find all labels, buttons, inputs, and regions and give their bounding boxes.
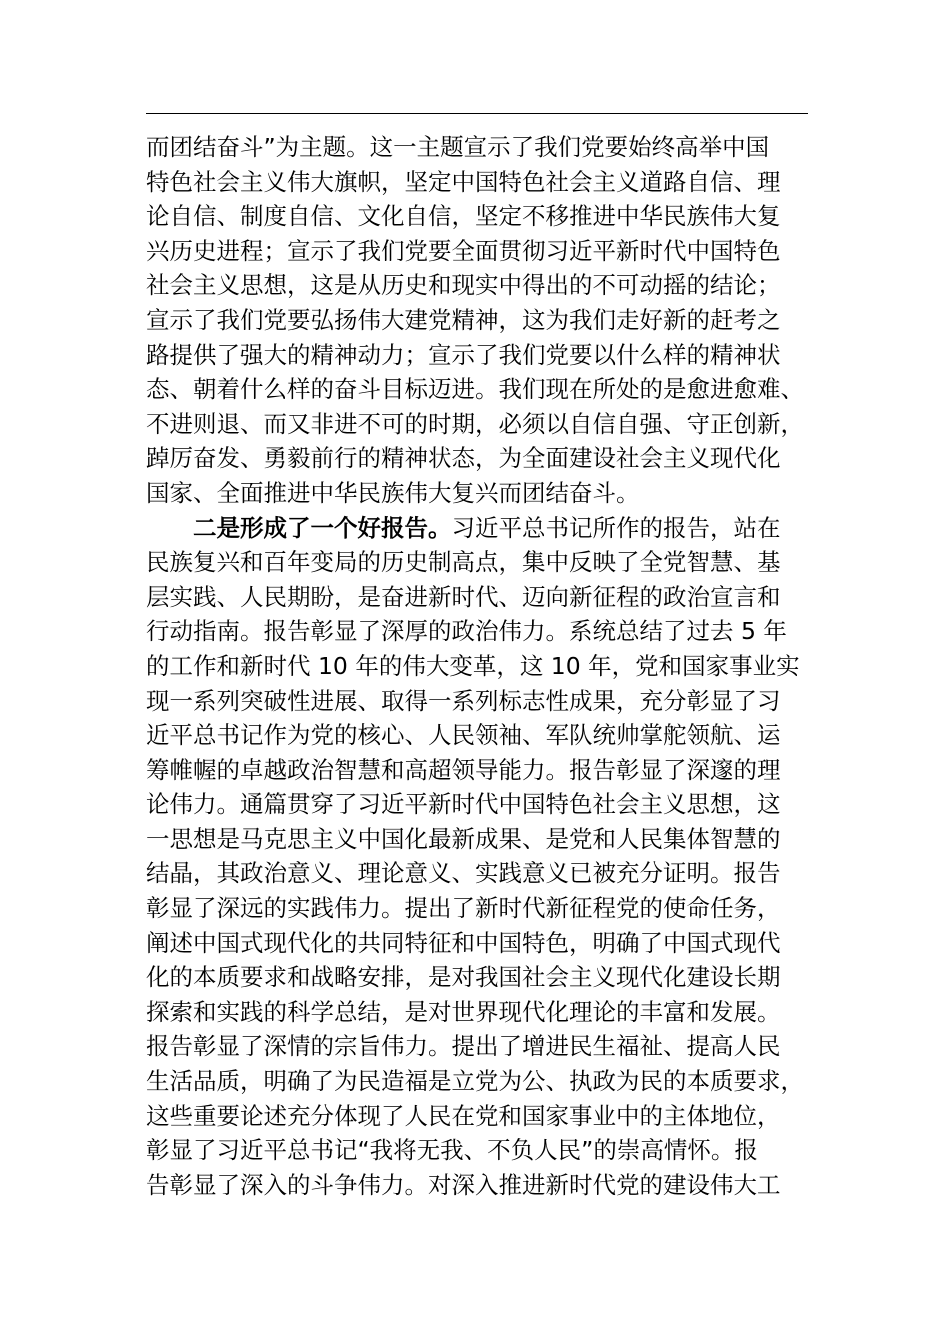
text-line: 态、朝着什么样的奋斗目标迈进。我们现在所处的是愈进愈难、 — [146, 375, 804, 404]
document-body — [146, 130, 816, 1202]
text-line: 化的本质要求和战略安排，是对我国社会主义现代化建设长期 — [146, 963, 781, 992]
paragraph-2 — [146, 511, 816, 1203]
text-line: 行动指南。报告彰显了深厚的政治伟力。系统总结了过去 5 年 — [146, 617, 787, 646]
paragraph-2-first-line — [146, 511, 816, 546]
text-line: 近平总书记作为党的核心、人民领袖、军队统帅掌舵领航、运 — [146, 721, 781, 750]
text-line: 民族复兴和百年变局的历史制高点，集中反映了全党智慧、基 — [146, 548, 781, 577]
text-line: 彰显了习近平总书记“我将无我、不负人民”的崇高情怀。报 — [146, 1136, 758, 1165]
text-line: 而团结奋斗”为主题。这一主题宣示了我们党要始终高举中国 — [146, 133, 770, 161]
header-rule — [146, 113, 808, 114]
text-line: 社会主义思想，这是从历史和现实中得出的不可动摇的结论； — [146, 271, 781, 300]
text-line: 国家、全面推进中华民族伟大复兴而团结奋斗。 — [146, 478, 640, 507]
text-line: 现一系列突破性进展、取得一系列标志性成果，充分彰显了习 — [146, 686, 781, 715]
text-line: 彰显了深远的实践伟力。提出了新时代新征程党的使命任务， — [146, 894, 781, 923]
text-line: 生活品质，明确了为民造福是立党为公、执政为民的本质要求， — [146, 1067, 804, 1096]
text-line: 特色社会主义伟大旗帜，坚定中国特色社会主义道路自信、理 — [146, 167, 781, 196]
text-line: 筹帷幄的卓越政治智慧和高超领导能力。报告彰显了深邃的理 — [146, 755, 781, 784]
text-line: 这些重要论述充分体现了人民在党和国家事业中的主体地位， — [146, 1101, 781, 1130]
paragraph-2-first-line-text: 习近平总书记所作的报告，站在 — [451, 513, 781, 542]
text-line: 宣示了我们党要弘扬伟大建党精神，这为我们走好新的赶考之 — [146, 305, 781, 334]
text-line: 兴历史进程；宣示了我们党要全面贯彻习近平新时代中国特色 — [146, 236, 781, 265]
text-line: 结晶，其政治意义、理论意义、实践意义已被充分证明。报告 — [146, 859, 781, 888]
text-line: 阐述中国式现代化的共同特征和中国特色，明确了中国式现代 — [146, 928, 781, 957]
paragraph-1 — [146, 130, 816, 511]
text-line: 一思想是马克思主义中国化最新成果、是党和人民集体智慧的 — [146, 824, 781, 853]
text-line: 路提供了强大的精神动力；宣示了我们党要以什么样的精神状 — [146, 340, 781, 369]
text-line: 的工作和新时代 10 年的伟大变革，这 10 年，党和国家事业实 — [146, 651, 800, 680]
text-line: 层实践、人民期盼，是奋进新时代、迈向新征程的政治宣言和 — [146, 582, 781, 611]
text-line: 告彰显了深入的斗争伟力。对深入推进新时代党的建设伟大工 — [146, 1170, 781, 1199]
text-line: 探索和实践的科学总结，是对世界现代化理论的丰富和发展。 — [146, 997, 781, 1026]
text-line: 不进则退、而又非进不可的时期，必须以自信自强、守正创新， — [146, 409, 804, 438]
text-line: 论伟力。通篇贯穿了习近平新时代中国特色社会主义思想，这 — [146, 790, 781, 819]
paragraph-2-heading: 二是形成了一个好报告。 — [193, 513, 452, 542]
text-line: 踔厉奋发、勇毅前行的精神状态，为全面建设社会主义现代化 — [146, 444, 781, 473]
text-line: 论自信、制度自信、文化自信，坚定不移推进中华民族伟大复 — [146, 202, 781, 231]
text-line: 报告彰显了深情的宗旨伟力。提出了增进民生福祉、提高人民 — [146, 1032, 781, 1061]
